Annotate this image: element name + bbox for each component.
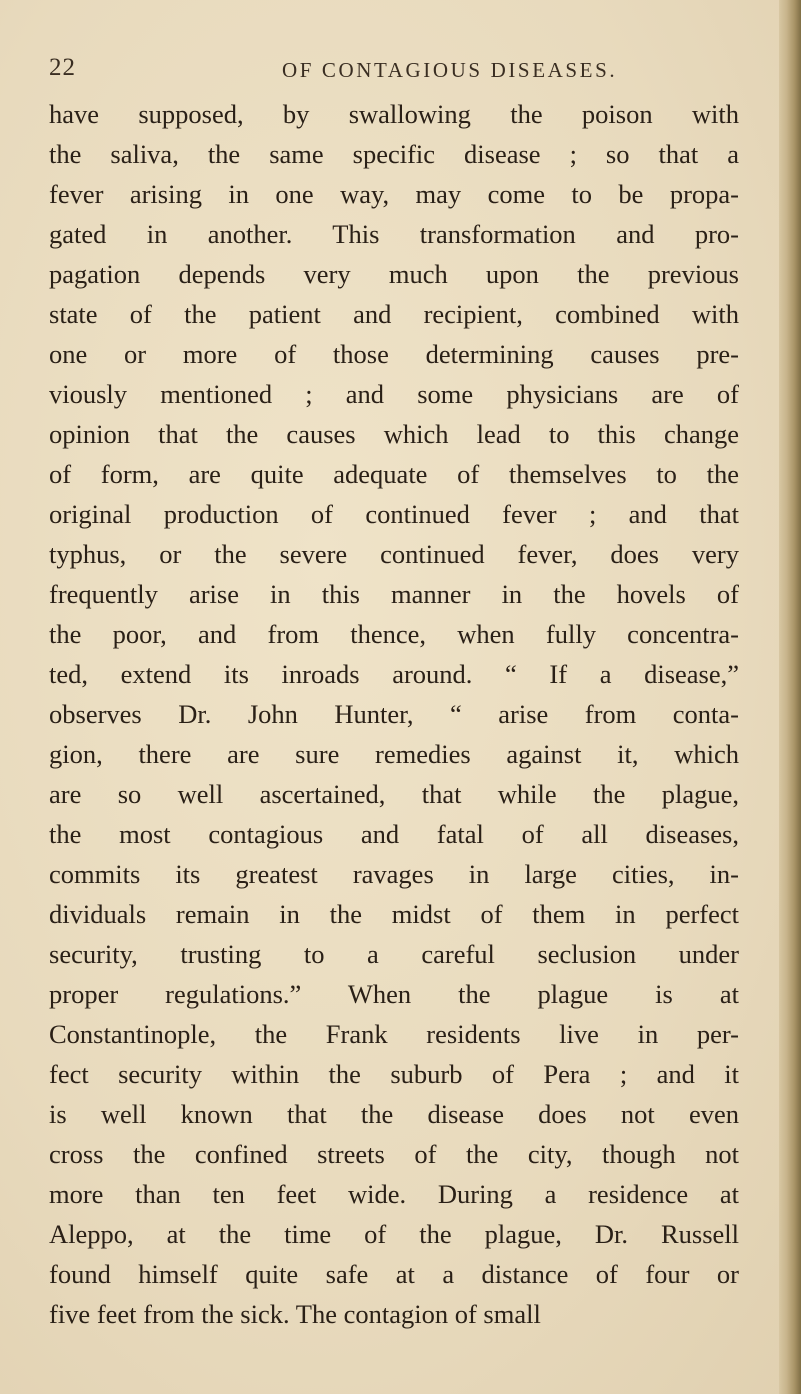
text-line: five feet from the sick. The contagion of small: [49, 1299, 541, 1329]
text-line: found himself quite safe at a distance of four or: [49, 1259, 739, 1289]
body-text: [49, 94, 739, 1334]
text-line: Constantinople, the Frank residents live in per-: [49, 1019, 739, 1049]
text-line: are so well ascertained, that while the plague,: [49, 779, 739, 809]
text-line: fect security within the suburb of Pera ; and it: [49, 1059, 739, 1089]
text-line: fever arising in one way, may come to be propa-: [49, 179, 739, 209]
text-line: one or more of those determining causes pre-: [49, 339, 739, 369]
text-line: pagation depends very much upon the previous: [49, 259, 739, 289]
running-head-title: OF CONTAGIOUS DISEASES.: [282, 58, 618, 82]
page-edge-shadow: [779, 0, 801, 1394]
text-line: commits its greatest ravages in large cities, in-: [49, 859, 739, 889]
text-line: is well known that the disease does not even: [49, 1099, 739, 1129]
text-line: opinion that the causes which lead to this change: [49, 419, 739, 449]
text-line: original production of continued fever ; and that: [49, 499, 739, 529]
running-head: [49, 54, 709, 90]
text-line: security, trusting to a careful seclusion under: [49, 939, 739, 969]
text-line: frequently arise in this manner in the hovels of: [49, 579, 739, 609]
text-line: cross the confined streets of the city, though not: [49, 1139, 739, 1169]
text-line: dividuals remain in the midst of them in perfect: [49, 899, 739, 929]
text-line: observes Dr. John Hunter, “ arise from conta-: [49, 699, 739, 729]
text-line: gated in another. This transformation and pro-: [49, 219, 739, 249]
text-line: Aleppo, at the time of the plague, Dr. Russell: [49, 1219, 739, 1249]
text-line: gion, there are sure remedies against it, which: [49, 739, 739, 769]
text-line: the poor, and from thence, when fully concentra-: [49, 619, 739, 649]
text-line: of form, are quite adequate of themselves to the: [49, 459, 739, 489]
text-line: the most contagious and fatal of all diseases,: [49, 819, 739, 849]
text-line: state of the patient and recipient, combined with: [49, 299, 739, 329]
text-line: typhus, or the severe continued fever, does very: [49, 539, 739, 569]
text-line: ted, extend its inroads around. “ If a disease,”: [49, 659, 739, 689]
text-line: viously mentioned ; and some physicians are of: [49, 379, 739, 409]
page-number: 22: [49, 54, 76, 81]
text-line: proper regulations.” When the plague is at: [49, 979, 739, 1009]
text-line: have supposed, by swallowing the poison with: [49, 99, 739, 129]
text-line: more than ten feet wide. During a residence at: [49, 1179, 739, 1209]
text-line: the saliva, the same specific disease ; so that a: [49, 139, 739, 169]
